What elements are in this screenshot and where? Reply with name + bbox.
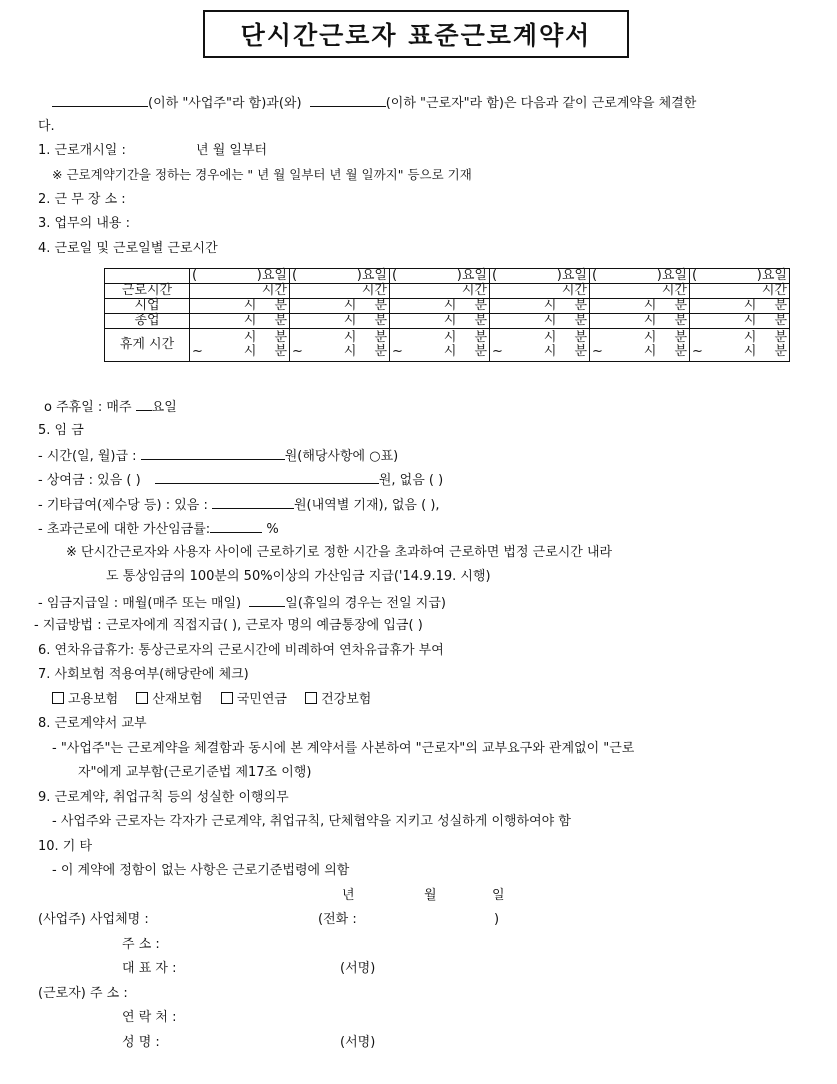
title-box bbox=[203, 10, 629, 58]
rest-time-cell[interactable]: ~ 시 분 시 분 bbox=[590, 329, 690, 362]
employer-phone-close: ) bbox=[494, 912, 500, 927]
table-row bbox=[105, 269, 790, 284]
contract-delivery-line-2: 자"에게 교부함(근로기준법 제17조 이행) bbox=[78, 765, 312, 780]
table-row bbox=[105, 284, 790, 299]
bonus-line bbox=[38, 471, 443, 489]
schedule-heading: 4. 근로일 및 근로일별 근로시간 bbox=[38, 241, 218, 256]
employer-blank[interactable] bbox=[52, 94, 148, 107]
row-label-start: 시업 bbox=[105, 299, 190, 314]
checkbox-icon[interactable] bbox=[136, 692, 148, 704]
start-date-field[interactable]: 년 월 일부터 bbox=[196, 143, 268, 158]
row-label-end: 종업 bbox=[105, 314, 190, 329]
end-time-cell[interactable]: 시 분 bbox=[690, 314, 790, 329]
other-pay-blank[interactable] bbox=[212, 496, 294, 509]
overtime-tail: % bbox=[266, 522, 279, 537]
rest-time-cell[interactable]: ~ 시 분 시 분 bbox=[390, 329, 490, 362]
weekly-holiday-suffix: 요일 bbox=[151, 400, 177, 415]
other-pay-label: - 기타급여(제수당 등) : 있음 : bbox=[38, 498, 208, 513]
overtime-note-1: ※ 단시간근로자와 사용자 사이에 근로하기로 정한 시간을 초과하여 근로하면 법정 근로시간 내라 bbox=[66, 545, 613, 560]
insurance-option[interactable]: 고용보험 bbox=[52, 692, 118, 707]
wage-tail: 원(해당사항에 ○표) bbox=[284, 449, 399, 464]
worker-signature[interactable]: (서명) bbox=[340, 1035, 376, 1050]
start-date-heading: 1. 근로개시일 : bbox=[38, 143, 126, 158]
sign-year[interactable]: 년 bbox=[342, 888, 355, 903]
intro-part1: (이하 "사업주"라 함)과(와) bbox=[148, 96, 302, 111]
contract-delivery-line-1: - "사업주"는 근로계약을 체결함과 동시에 본 계약서를 사본하여 "근로자"의 교부요구와 관계없이 "근로 bbox=[52, 741, 635, 756]
row-label-hours: 근로시간 bbox=[105, 284, 190, 299]
start-time-cell[interactable]: 시 분 bbox=[290, 299, 390, 314]
start-time-cell[interactable]: 시 분 bbox=[190, 299, 290, 314]
wage-label: - 시간(일, 월)급 : bbox=[38, 449, 137, 464]
faithful-duty-line: - 사업주와 근로자는 각자가 근로계약, 취업규칙, 단체협약을 지키고 성실하게 이행하여야 함 bbox=[52, 814, 571, 829]
end-time-cell[interactable]: 시 분 bbox=[290, 314, 390, 329]
bonus-label: - 상여금 : 있음 ( ) bbox=[38, 473, 141, 488]
rest-time-cell[interactable]: ~ 시 분 시 분 bbox=[490, 329, 590, 362]
wage-blank[interactable] bbox=[141, 447, 285, 460]
end-time-cell[interactable]: 시 분 bbox=[590, 314, 690, 329]
insurance-heading: 7. 사회보험 적용여부(해당란에 체크) bbox=[38, 667, 249, 682]
hours-cell[interactable]: 시간 bbox=[690, 284, 790, 299]
day-header[interactable]: ( )요일 bbox=[390, 269, 490, 284]
weekly-holiday-line bbox=[44, 398, 177, 416]
end-time-cell[interactable]: 시 분 bbox=[190, 314, 290, 329]
day-header[interactable]: ( )요일 bbox=[290, 269, 390, 284]
etc-line: - 이 계약에 정함이 없는 사항은 근로기준법령에 의함 bbox=[52, 863, 350, 878]
table-row bbox=[105, 329, 790, 362]
day-header[interactable]: ( )요일 bbox=[490, 269, 590, 284]
insurance-option[interactable]: 건강보험 bbox=[305, 692, 371, 707]
payday-blank[interactable] bbox=[249, 594, 285, 607]
overtime-blank[interactable] bbox=[210, 520, 262, 533]
weekly-holiday-label: o 주휴일 : 매주 bbox=[44, 400, 132, 415]
insurance-options bbox=[52, 692, 371, 708]
worker-name-label: 성 명 : bbox=[122, 1035, 160, 1050]
rest-time-cell[interactable]: ~ 시 분 시 분 bbox=[290, 329, 390, 362]
end-time-cell[interactable]: 시 분 bbox=[490, 314, 590, 329]
start-time-cell[interactable]: 시 분 bbox=[690, 299, 790, 314]
other-pay-line bbox=[38, 496, 440, 514]
etc-heading: 10. 기 타 bbox=[38, 839, 93, 854]
intro-line bbox=[52, 94, 696, 112]
table-corner bbox=[105, 269, 190, 284]
contract-delivery-heading: 8. 근로계약서 교부 bbox=[38, 716, 147, 731]
workplace-label: 2. 근 무 장 소 : bbox=[38, 192, 126, 207]
sign-day[interactable]: 일 bbox=[492, 888, 505, 903]
insurance-option[interactable]: 산재보험 bbox=[136, 692, 202, 707]
start-time-cell[interactable]: 시 분 bbox=[590, 299, 690, 314]
payment-method: - 지급방법 : 근로자에게 직접지급( ), 근로자 명의 예금통장에 입금( ) bbox=[34, 618, 423, 633]
rest-time-cell[interactable]: ~ 시 분 시 분 bbox=[190, 329, 290, 362]
rest-time-cell[interactable]: ~ 시 분 시 분 bbox=[690, 329, 790, 362]
annual-leave: 6. 연차유급휴가: 통상근로자의 근로시간에 비례하여 연차유급휴가 부여 bbox=[38, 643, 444, 658]
overtime-note-2: 도 통상임금의 100분의 50%이상의 가산임금 지급('14.9.19. 시행) bbox=[106, 569, 491, 584]
worker-blank[interactable] bbox=[310, 94, 386, 107]
employer-phone-label: (전화 : bbox=[318, 912, 357, 927]
worker-address-label: (근로자) 주 소 : bbox=[38, 986, 128, 1001]
job-description-label: 3. 업무의 내용 : bbox=[38, 216, 130, 231]
checkbox-icon[interactable] bbox=[305, 692, 317, 704]
checkbox-icon[interactable] bbox=[52, 692, 64, 704]
faithful-duty-heading: 9. 근로계약, 취업규칙 등의 성실한 이행의무 bbox=[38, 790, 289, 805]
work-schedule-table bbox=[104, 268, 790, 362]
contract-period-note: ※ 근로계약기간을 정하는 경우에는 " 년 월 일부터 년 월 일까지" 등으로 기재 bbox=[52, 167, 472, 182]
hours-cell[interactable]: 시간 bbox=[590, 284, 690, 299]
overtime-label: - 초과근로에 대한 가산임금률: bbox=[38, 522, 211, 537]
overtime-line bbox=[38, 520, 279, 538]
day-header[interactable]: ( )요일 bbox=[590, 269, 690, 284]
start-time-cell[interactable]: 시 분 bbox=[390, 299, 490, 314]
employer-address-label: 주 소 : bbox=[122, 937, 160, 952]
employer-signature[interactable]: (서명) bbox=[340, 961, 376, 976]
bonus-tail: 원, 없음 ( ) bbox=[378, 473, 444, 488]
wage-heading: 5. 임 금 bbox=[38, 423, 84, 438]
wage-line bbox=[38, 447, 398, 465]
table-row bbox=[105, 299, 790, 314]
other-pay-tail: 원(내역별 기재), 없음 ( ), bbox=[293, 498, 440, 513]
hours-cell[interactable]: 시간 bbox=[290, 284, 390, 299]
employer-company-label: (사업주) 사업체명 : bbox=[38, 912, 149, 927]
payday-tail: 일(휴일의 경우는 전일 지급) bbox=[285, 596, 446, 611]
weekly-holiday-blank[interactable] bbox=[136, 398, 152, 411]
intro-part3: 다. bbox=[38, 119, 55, 134]
table-row bbox=[105, 314, 790, 329]
start-time-cell[interactable]: 시 분 bbox=[490, 299, 590, 314]
insurance-option[interactable]: 국민연금 bbox=[221, 692, 287, 707]
employer-rep-label: 대 표 자 : bbox=[122, 961, 177, 976]
hours-cell[interactable]: 시간 bbox=[190, 284, 290, 299]
checkbox-icon[interactable] bbox=[221, 692, 233, 704]
day-header[interactable]: ( )요일 bbox=[190, 269, 290, 284]
sign-month[interactable]: 월 bbox=[424, 888, 437, 903]
bonus-blank[interactable] bbox=[155, 471, 379, 484]
end-time-cell[interactable]: 시 분 bbox=[390, 314, 490, 329]
row-label-rest: 휴게 시간 bbox=[105, 329, 190, 362]
hours-cell[interactable]: 시간 bbox=[490, 284, 590, 299]
payday-line bbox=[38, 594, 446, 612]
worker-contact-label: 연 락 처 : bbox=[122, 1010, 177, 1025]
payday-label: - 임금지급일 : 매월(매주 또는 매일) bbox=[38, 596, 242, 611]
page-title: 단시간근로자 표준근로계약서 bbox=[240, 21, 592, 50]
day-header[interactable]: ( )요일 bbox=[690, 269, 790, 284]
intro-part2: (이하 "근로자"라 함)은 다음과 같이 근로계약을 체결한 bbox=[385, 96, 697, 111]
hours-cell[interactable]: 시간 bbox=[390, 284, 490, 299]
